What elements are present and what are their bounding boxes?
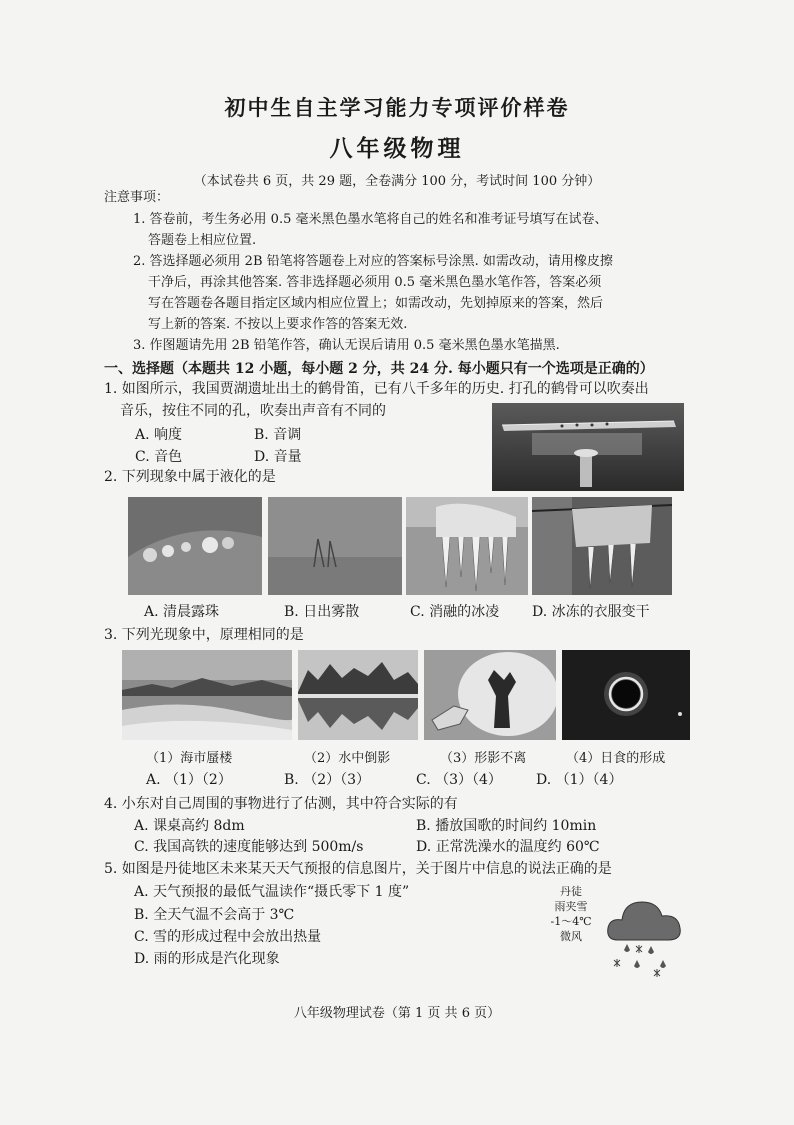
weather-place: 丹徒 bbox=[560, 885, 582, 898]
weather-info bbox=[546, 884, 596, 944]
q3-option-d: D. （1）（4） bbox=[536, 772, 623, 788]
note-2-line-4: 写上新的答案. 不按以上要求作答的答案无效. bbox=[148, 317, 408, 332]
notes-heading: 注意事项： bbox=[104, 190, 170, 205]
q2-option-a: A. 清晨露珠 bbox=[144, 604, 220, 620]
shadow-puppet-photo bbox=[424, 650, 556, 740]
q2-option-b: B. 日出雾散 bbox=[284, 604, 360, 620]
note-2-line-3: 写在答题卷各题目指定区域内相应位置上；如需改动，先划掉原来的答案，然后 bbox=[148, 296, 604, 311]
note-3: 3. 作图题请先用 2B 铅笔作答，确认无误后请用 0.5 毫米黑色墨水笔描黑. bbox=[133, 338, 560, 353]
weather-condition: 雨夹雪 bbox=[554, 900, 588, 913]
eclipse-photo bbox=[562, 650, 690, 740]
q2-option-c: C. 消融的冰凌 bbox=[410, 604, 500, 620]
q4-stem: 4. 小东对自己周围的事物进行了估测，其中符合实际的有 bbox=[104, 796, 458, 812]
q1-option-a: A. 响度 bbox=[135, 427, 183, 443]
q1-option-b: B. 音调 bbox=[254, 427, 302, 443]
q3-option-b: B. （2）（3） bbox=[284, 772, 371, 788]
q5-option-b: B. 全天气温不会高于 3℃ bbox=[134, 907, 295, 923]
q3-caption-4: （4）日食的形成 bbox=[566, 751, 666, 766]
note-2-line-1: 2. 答选择题必须用 2B 铅笔将答题卷上对应的答案标号涂黑. 如需改动，请用橡皮擦 bbox=[133, 254, 613, 269]
q4-option-c: C. 我国高铁的速度能够达到 500m/s bbox=[134, 839, 364, 855]
q5-option-c: C. 雪的形成过程中会放出热量 bbox=[134, 929, 322, 945]
q1-stem-line-2: 音乐，按住不同的孔，吹奏出声音有不同的 bbox=[120, 403, 386, 419]
weather-wind: 微风 bbox=[560, 930, 582, 943]
q3-option-c: C. （3）（4） bbox=[416, 772, 502, 788]
frozen-clothes-photo bbox=[532, 497, 672, 595]
page-title: 初中生自主学习能力专项评价样卷 bbox=[224, 95, 570, 120]
q5-stem: 5. 如图是丹徒地区未来某天天气预报的信息图片，关于图片中信息的说法正确的是 bbox=[104, 861, 612, 877]
q3-stem: 3. 下列光现象中，原理相同的是 bbox=[104, 627, 304, 643]
q3-caption-2: （2）水中倒影 bbox=[304, 751, 391, 766]
exam-info: （本试卷共 6 页，共 29 题，全卷满分 100 分，考试时间 100 分钟） bbox=[193, 174, 601, 189]
icicles-photo bbox=[406, 497, 528, 595]
q3-caption-1: （1）海市蜃楼 bbox=[146, 751, 233, 766]
page-footer: 八年级物理试卷（第 1 页 共 6 页） bbox=[293, 1006, 501, 1021]
sleet-cloud-icon bbox=[604, 890, 684, 980]
q3-option-a: A. （1）（2） bbox=[146, 772, 232, 788]
q4-option-d: D. 正常洗澡水的温度约 60℃ bbox=[416, 839, 600, 855]
q1-option-d: D. 音量 bbox=[254, 449, 302, 465]
q1-stem-line-1: 1. 如图所示，我国贾湖遗址出土的鹤骨笛，已有八千多年的历史. 打孔的鹤骨可以吹奏出 bbox=[104, 381, 649, 397]
fog-photo bbox=[268, 497, 402, 595]
q5-option-a: A. 天气预报的最低气温读作“摄氏零下 1 度” bbox=[134, 884, 410, 900]
section-heading: 一、选择题（本题共 12 小题，每小题 2 分，共 24 分. 每小题只有一个选项是正确的） bbox=[104, 361, 654, 377]
q4-option-a: A. 课桌高约 8dm bbox=[134, 818, 245, 834]
q3-caption-3: （3）形影不离 bbox=[440, 751, 527, 766]
q4-option-b: B. 播放国歌的时间约 10min bbox=[416, 818, 597, 834]
dew-photo bbox=[128, 497, 262, 595]
note-2-line-2: 干净后，再涂其他答案. 答非选择题必须用 0.5 毫米黑色墨水笔作答，答案必须 bbox=[148, 275, 602, 290]
bone-flute-photo bbox=[492, 403, 684, 491]
reflection-photo bbox=[298, 650, 418, 740]
q2-option-d: D. 冰冻的衣服变干 bbox=[532, 604, 650, 620]
q2-stem: 2. 下列现象中属于液化的是 bbox=[104, 469, 276, 485]
mirage-photo bbox=[122, 650, 292, 740]
q1-option-c: C. 音色 bbox=[135, 449, 183, 465]
note-1-line-1: 1. 答卷前，考生务必用 0.5 毫米黑色墨水笔将自己的姓名和准考证号填写在试卷、 bbox=[133, 212, 608, 227]
subject-title: 八年级物理 bbox=[329, 135, 465, 162]
weather-temp: -1～4℃ bbox=[550, 915, 592, 928]
q5-option-d: D. 雨的形成是汽化现象 bbox=[134, 951, 280, 967]
note-1-line-2: 答题卷上相应位置. bbox=[148, 233, 257, 248]
